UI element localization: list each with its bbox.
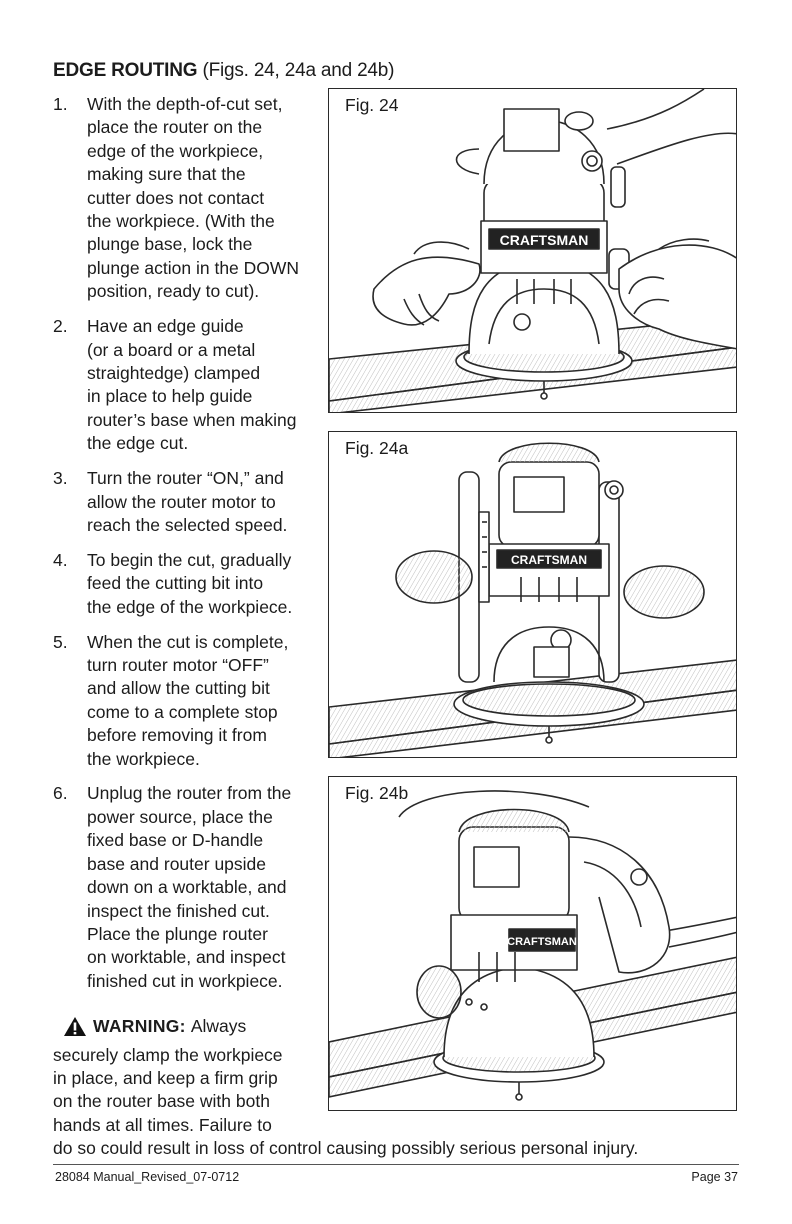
step-text-line: Unplug the router from the xyxy=(87,783,292,804)
step-text-line: power source, place the xyxy=(87,806,273,827)
figure-24a xyxy=(328,431,737,758)
figure-24b-label: Fig. 24b xyxy=(345,783,409,803)
figure-24-brand: CRAFTSMAN xyxy=(499,232,589,248)
step-number: 1. xyxy=(53,94,68,114)
figure-24-label: Fig. 24 xyxy=(345,95,399,115)
figure-24a-label: Fig. 24a xyxy=(345,438,409,458)
step-number: 3. xyxy=(53,468,68,489)
step-text-line: the workpiece. xyxy=(87,748,200,769)
step-text xyxy=(87,315,321,455)
step-text-line: To begin the cut, gradually xyxy=(87,549,292,570)
heading-title: EDGE ROUTING xyxy=(53,60,198,81)
step-text-line: reach the selected speed. xyxy=(87,514,288,535)
figure-24b xyxy=(328,776,737,1111)
warning-line: do so could result in loss of control causing possibly serious personal injury. xyxy=(53,1138,639,1159)
step-text-line: When the cut is complete, xyxy=(87,631,289,652)
step-text-line: plunge base, lock the xyxy=(87,234,253,255)
step-text-line: router’s base when making xyxy=(87,409,297,430)
instruction-step xyxy=(53,549,321,619)
step-text xyxy=(87,631,321,771)
step-text-line: (or a board or a metal xyxy=(87,339,256,360)
step-text-line: Turn the router “ON,” and xyxy=(87,468,284,489)
step-text-line: making sure that the xyxy=(87,164,246,185)
step-text-line: position, ready to cut). xyxy=(87,281,260,302)
instruction-step xyxy=(53,315,321,455)
router-with-hands-illustration xyxy=(329,89,737,413)
step-text-line: allow the router motor to xyxy=(87,491,276,512)
footer-document-id: 28084 Manual_Revised_07-0712 xyxy=(55,1170,240,1184)
step-text-line: and allow the cutting bit xyxy=(87,678,270,699)
step-text-line: Place the plunge router xyxy=(87,923,268,944)
step-text xyxy=(87,93,321,304)
step-text-line: fixed base or D-handle xyxy=(87,830,264,851)
step-text-line: finished cut in workpiece. xyxy=(87,970,283,991)
figure-24a-brand: CRAFTSMAN xyxy=(511,553,587,567)
d-handle-router-illustration xyxy=(329,777,737,1111)
step-text-line: base and router upside xyxy=(87,853,267,874)
step-text-line: feed the cutting bit into xyxy=(87,573,264,594)
step-number: 4. xyxy=(53,549,68,570)
step-text-line: plunge action in the DOWN xyxy=(87,257,300,278)
step-text xyxy=(87,782,321,993)
figure-24 xyxy=(328,88,737,413)
step-text-line: inspect the finished cut. xyxy=(87,900,270,921)
warning-line: securely clamp the workpiece xyxy=(53,1044,283,1065)
step-text-line: With the depth-of-cut set, xyxy=(87,94,283,114)
step-number: 6. xyxy=(53,783,68,804)
step-text-line: Have an edge guide xyxy=(87,316,244,337)
instruction-step xyxy=(53,782,321,993)
step-text-line: on worktable, and inspect xyxy=(87,947,286,968)
step-text-line: before removing it from xyxy=(87,725,267,746)
step-text-line: straightedge) clamped xyxy=(87,362,261,383)
instruction-step xyxy=(53,631,321,771)
plunge-router-illustration xyxy=(329,432,737,758)
step-text-line: place the router on the xyxy=(87,117,263,138)
step-number: 5. xyxy=(53,631,68,652)
instruction-step xyxy=(53,467,321,537)
step-text-line: the edge of the workpiece. xyxy=(87,596,293,617)
step-text-line: turn router motor “OFF” xyxy=(87,654,269,675)
step-text xyxy=(87,549,321,619)
step-text-line: the workpiece. (With the xyxy=(87,211,275,232)
section-heading xyxy=(53,60,394,82)
warning-triangle-icon xyxy=(63,1016,87,1037)
step-text-line: in place to help guide xyxy=(87,386,253,407)
warning-label: WARNING: xyxy=(93,1016,186,1036)
step-text-line: come to a complete stop xyxy=(87,701,278,722)
warning-line: hands at all times. Failure to xyxy=(53,1114,272,1135)
footer-divider xyxy=(53,1164,739,1165)
figure-24b-brand: CRAFTSMAN xyxy=(507,936,577,948)
instruction-steps xyxy=(53,93,321,1005)
warning-first-line: Always xyxy=(190,1016,247,1036)
step-number: 2. xyxy=(53,316,68,337)
step-text-line: edge of the workpiece, xyxy=(87,140,264,161)
step-text-line: the edge cut. xyxy=(87,433,189,454)
step-text-line: cutter does not contact xyxy=(87,187,265,208)
footer-page-number: Page 37 xyxy=(691,1170,738,1184)
warning-line: in place, and keep a firm grip xyxy=(53,1068,278,1089)
instruction-step xyxy=(53,93,321,304)
heading-subtitle: (Figs. 24, 24a and 24b) xyxy=(202,60,395,81)
step-text-line: down on a worktable, and xyxy=(87,877,287,898)
step-text xyxy=(87,467,321,537)
warning-line: on the router base with both xyxy=(53,1091,270,1112)
